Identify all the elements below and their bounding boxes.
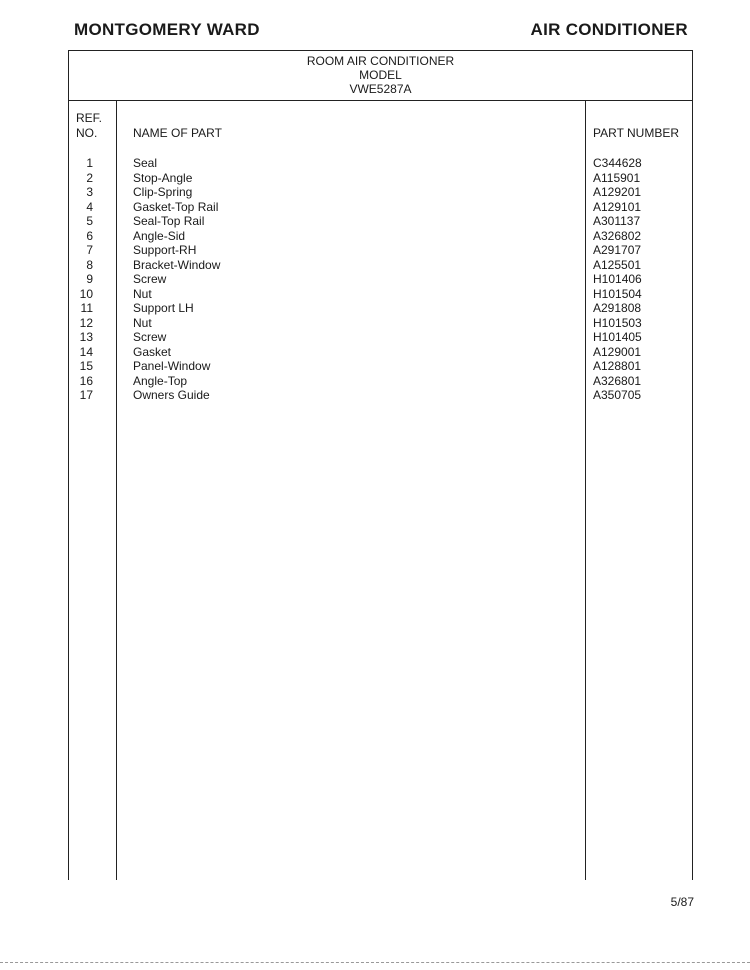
- part-name-cell: Seal: [133, 156, 158, 170]
- part-number-cell: H101406: [593, 272, 642, 286]
- table-row: [69, 214, 692, 229]
- parts-rows: [69, 156, 692, 403]
- ref-cell: 1: [86, 156, 93, 170]
- part-number-cell: A291707: [593, 243, 642, 257]
- table-row: [69, 185, 692, 200]
- part-name-cell: Support-RH: [133, 243, 197, 257]
- model-title-block: [69, 51, 692, 101]
- table-row: [69, 229, 692, 244]
- part-number-header: PART NUMBER: [593, 126, 680, 140]
- part-number-cell: A115901: [593, 170, 641, 185]
- ref-cell: 2: [86, 170, 93, 185]
- part-number-cell: H101405: [593, 330, 642, 344]
- footer-rule: [0, 962, 750, 963]
- table-row: [69, 345, 692, 360]
- part-number-cell: A326802: [593, 228, 642, 243]
- ref-cell: 11: [80, 301, 93, 315]
- table-row: [69, 316, 692, 331]
- ref-cell: 10: [79, 286, 93, 301]
- ref-cell: 15: [79, 359, 93, 373]
- ref-cell: 8: [86, 257, 93, 272]
- ref-header-line-2: NO.: [76, 126, 98, 140]
- part-name-cell: Clip-Spring: [133, 185, 193, 199]
- part-number-cell: C344628: [593, 156, 642, 170]
- ref-cell: 4: [86, 199, 93, 214]
- ref-cell: 17: [79, 388, 93, 402]
- ref-cell: 13: [79, 330, 93, 344]
- part-name-cell: Support LH: [133, 301, 194, 315]
- ref-cell: 14: [79, 344, 93, 359]
- part-number-cell: A129101: [593, 199, 642, 214]
- table-row: [69, 156, 692, 171]
- ref-header-line-1: REF.: [76, 111, 103, 125]
- part-number-cell: A301137: [593, 214, 641, 228]
- part-name-cell: Screw: [133, 330, 167, 344]
- part-name-cell: Stop-Angle: [133, 170, 193, 185]
- part-number-cell: H101503: [593, 315, 642, 330]
- ref-cell: 16: [79, 373, 93, 388]
- brand-heading: MONTGOMERY WARD: [74, 20, 260, 39]
- part-name-cell: Angle-Sid: [133, 228, 186, 243]
- part-name-cell: Seal-Top Rail: [133, 214, 205, 228]
- page-number: 5/87: [670, 895, 694, 909]
- table-row: [69, 272, 692, 287]
- ref-cell: 5: [86, 214, 93, 228]
- table-row: [69, 359, 692, 374]
- part-name-cell: Angle-Top: [133, 373, 188, 388]
- category-heading: AIR CONDITIONER: [530, 20, 688, 39]
- part-name-cell: Gasket: [133, 344, 172, 359]
- part-number-cell: H101504: [593, 286, 642, 301]
- ref-cell: 12: [79, 315, 93, 330]
- ref-cell: 3: [86, 185, 93, 199]
- table-row: [69, 171, 692, 186]
- ref-cell: 9: [86, 272, 93, 286]
- part-number-cell: A129001: [593, 344, 642, 359]
- part-name-cell: Nut: [133, 315, 152, 330]
- part-name-cell: Nut: [133, 286, 152, 301]
- name-of-part-header: NAME OF PART: [133, 126, 222, 140]
- model-number: VWE5287A: [349, 82, 412, 96]
- part-name-cell: Bracket-Window: [133, 257, 221, 272]
- title-line-2: MODEL: [359, 68, 402, 82]
- table-row: [69, 374, 692, 389]
- part-name-cell: Panel-Window: [133, 359, 211, 373]
- part-number-cell: A291808: [593, 301, 642, 315]
- part-number-cell: A128801: [593, 359, 642, 373]
- table-row: [69, 258, 692, 273]
- ref-cell: 7: [86, 243, 93, 257]
- part-number-cell: A350705: [593, 388, 642, 402]
- ref-cell: 6: [86, 228, 93, 243]
- ref-no-header: [76, 111, 102, 141]
- part-number-cell: A326801: [593, 373, 642, 388]
- table-row: [69, 243, 692, 258]
- part-name-cell: Gasket-Top Rail: [133, 199, 219, 214]
- table-row: [69, 301, 692, 316]
- table-row: [69, 200, 692, 215]
- part-number-cell: A125501: [593, 257, 642, 272]
- table-row: [69, 287, 692, 302]
- part-number-cell: A129201: [593, 185, 642, 199]
- parts-list-table: [68, 50, 693, 880]
- part-name-cell: Screw: [133, 272, 167, 286]
- table-row: [69, 330, 692, 345]
- title-line-1: ROOM AIR CONDITIONER: [306, 54, 455, 68]
- part-name-cell: Owners Guide: [133, 388, 210, 402]
- table-row: [69, 388, 692, 403]
